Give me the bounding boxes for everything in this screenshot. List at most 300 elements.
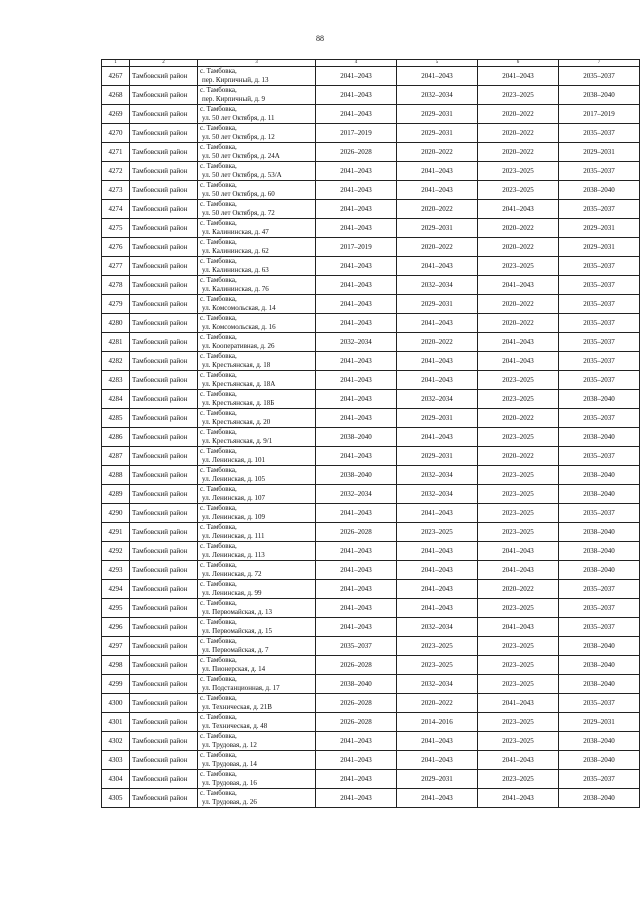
period-col4-cell: 2026–2028 bbox=[316, 143, 397, 162]
period-col4-cell: 2041–2043 bbox=[316, 390, 397, 409]
address-line-street: ул. Трудовая, д. 26 bbox=[202, 798, 257, 806]
period-col4-cell: 2038–2040 bbox=[316, 428, 397, 447]
period-col6-cell: 2020–2022 bbox=[478, 124, 559, 143]
district-cell: Тамбовский район bbox=[130, 485, 198, 504]
address-cell bbox=[198, 466, 316, 485]
table-body bbox=[102, 67, 640, 808]
district-cell: Тамбовский район bbox=[130, 409, 198, 428]
district-cell: Тамбовский район bbox=[130, 86, 198, 105]
table-row bbox=[102, 105, 640, 124]
table-row bbox=[102, 466, 640, 485]
period-col7-cell: 2035–2037 bbox=[559, 580, 640, 599]
table-row bbox=[102, 371, 640, 390]
period-col6-cell: 2023–2025 bbox=[478, 86, 559, 105]
period-col7-cell: 2038–2040 bbox=[559, 523, 640, 542]
address-line-street: ул. Кооперативная, д. 26 bbox=[202, 342, 275, 350]
table-row bbox=[102, 447, 640, 466]
period-col5-cell: 2023–2025 bbox=[397, 656, 478, 675]
address-line-settlement: с. Тамбовка, bbox=[200, 656, 237, 664]
address-cell bbox=[198, 732, 316, 751]
row-number: 4283 bbox=[102, 371, 130, 390]
row-number: 4294 bbox=[102, 580, 130, 599]
period-col5-cell: 2041–2043 bbox=[397, 314, 478, 333]
district-cell: Тамбовский район bbox=[130, 770, 198, 789]
address-line-settlement: с. Тамбовка, bbox=[200, 86, 237, 94]
period-col6-cell: 2041–2043 bbox=[478, 789, 559, 808]
address-line-street: ул. Ленинская, д. 105 bbox=[202, 475, 266, 483]
period-col7-cell: 2035–2037 bbox=[559, 295, 640, 314]
period-col7-cell: 2038–2040 bbox=[559, 390, 640, 409]
row-number: 4293 bbox=[102, 561, 130, 580]
address-line-street: ул. Техническая, д. 21В bbox=[202, 703, 272, 711]
district-cell: Тамбовский район bbox=[130, 371, 198, 390]
district-cell: Тамбовский район bbox=[130, 143, 198, 162]
address-line-street: ул. Ленинская, д. 111 bbox=[202, 532, 265, 540]
address-line-settlement: с. Тамбовка, bbox=[200, 181, 237, 189]
address-line-settlement: с. Тамбовка, bbox=[200, 466, 237, 474]
address-line-settlement: с. Тамбовка, bbox=[200, 713, 237, 721]
address-line-settlement: с. Тамбовка, bbox=[200, 428, 237, 436]
period-col4-cell: 2041–2043 bbox=[316, 447, 397, 466]
period-col5-cell: 2041–2043 bbox=[397, 599, 478, 618]
address-line-settlement: с. Тамбовка, bbox=[200, 143, 237, 151]
district-cell: Тамбовский район bbox=[130, 789, 198, 808]
table-row bbox=[102, 124, 640, 143]
period-col7-cell: 2035–2037 bbox=[559, 352, 640, 371]
address-cell bbox=[198, 295, 316, 314]
address-line-street: ул. Первомайская, д. 13 bbox=[202, 608, 272, 616]
period-col7-cell: 2035–2037 bbox=[559, 371, 640, 390]
address-line-settlement: с. Тамбовка, bbox=[200, 580, 237, 588]
period-col5-cell: 2041–2043 bbox=[397, 732, 478, 751]
address-cell bbox=[198, 447, 316, 466]
address-cell bbox=[198, 428, 316, 447]
period-col5-cell: 2041–2043 bbox=[397, 371, 478, 390]
address-line-street: ул. Калининская, д. 47 bbox=[202, 228, 269, 236]
address-line-street: ул. Ленинская, д. 99 bbox=[202, 589, 262, 597]
period-col4-cell: 2041–2043 bbox=[316, 105, 397, 124]
period-col4-cell: 2026–2028 bbox=[316, 694, 397, 713]
address-cell bbox=[198, 219, 316, 238]
period-col6-cell: 2041–2043 bbox=[478, 276, 559, 295]
period-col5-cell: 2029–2031 bbox=[397, 219, 478, 238]
address-line-settlement: с. Тамбовка, bbox=[200, 561, 237, 569]
address-cell bbox=[198, 162, 316, 181]
table-row bbox=[102, 333, 640, 352]
district-cell: Тамбовский район bbox=[130, 447, 198, 466]
address-line-settlement: с. Тамбовка, bbox=[200, 200, 237, 208]
period-col6-cell: 2020–2022 bbox=[478, 238, 559, 257]
row-number: 4267 bbox=[102, 67, 130, 86]
period-col6-cell: 2020–2022 bbox=[478, 143, 559, 162]
period-col6-cell: 2041–2043 bbox=[478, 561, 559, 580]
table-row bbox=[102, 732, 640, 751]
district-cell: Тамбовский район bbox=[130, 181, 198, 200]
period-col7-cell: 2029–2031 bbox=[559, 219, 640, 238]
address-line-street: ул. Крестьянская, д. 18 bbox=[202, 361, 271, 369]
address-line-street: ул. 50 лет Октября, д. 11 bbox=[202, 114, 275, 122]
address-line-street: ул. 50 лет Октября, д. 72 bbox=[202, 209, 275, 217]
period-col4-cell: 2026–2028 bbox=[316, 656, 397, 675]
table-row bbox=[102, 542, 640, 561]
address-cell bbox=[198, 390, 316, 409]
period-col5-cell: 2032–2034 bbox=[397, 618, 478, 637]
address-line-street: ул. Калининская, д. 63 bbox=[202, 266, 269, 274]
table-row bbox=[102, 314, 640, 333]
period-col5-cell: 2020–2022 bbox=[397, 143, 478, 162]
period-col4-cell: 2026–2028 bbox=[316, 713, 397, 732]
period-col4-cell: 2041–2043 bbox=[316, 751, 397, 770]
address-cell bbox=[198, 542, 316, 561]
period-col7-cell: 2035–2037 bbox=[559, 314, 640, 333]
row-number: 4292 bbox=[102, 542, 130, 561]
row-number: 4272 bbox=[102, 162, 130, 181]
address-line-settlement: с. Тамбовка, bbox=[200, 238, 237, 246]
address-cell bbox=[198, 485, 316, 504]
address-line-street: ул. Крестьянская, д. 18А bbox=[202, 380, 276, 388]
district-cell: Тамбовский район bbox=[130, 219, 198, 238]
address-cell bbox=[198, 580, 316, 599]
column-number: 3 bbox=[198, 60, 316, 67]
address-line-settlement: с. Тамбовка, bbox=[200, 675, 237, 683]
address-line-street: ул. Комсомольская, д. 16 bbox=[202, 323, 276, 331]
address-line-settlement: с. Тамбовка, bbox=[200, 694, 237, 702]
period-col5-cell: 2020–2022 bbox=[397, 238, 478, 257]
row-number: 4281 bbox=[102, 333, 130, 352]
row-number: 4278 bbox=[102, 276, 130, 295]
period-col5-cell: 2041–2043 bbox=[397, 257, 478, 276]
period-col4-cell: 2041–2043 bbox=[316, 409, 397, 428]
district-cell: Тамбовский район bbox=[130, 352, 198, 371]
row-number: 4273 bbox=[102, 181, 130, 200]
district-cell: Тамбовский район bbox=[130, 618, 198, 637]
period-col4-cell: 2032–2034 bbox=[316, 333, 397, 352]
period-col5-cell: 2041–2043 bbox=[397, 428, 478, 447]
district-cell: Тамбовский район bbox=[130, 466, 198, 485]
period-col4-cell: 2041–2043 bbox=[316, 504, 397, 523]
period-col5-cell: 2041–2043 bbox=[397, 580, 478, 599]
period-col6-cell: 2041–2043 bbox=[478, 618, 559, 637]
row-number: 4269 bbox=[102, 105, 130, 124]
row-number: 4287 bbox=[102, 447, 130, 466]
period-col4-cell: 2041–2043 bbox=[316, 789, 397, 808]
district-cell: Тамбовский район bbox=[130, 428, 198, 447]
row-number: 4290 bbox=[102, 504, 130, 523]
row-number: 4284 bbox=[102, 390, 130, 409]
district-cell: Тамбовский район bbox=[130, 238, 198, 257]
address-line-settlement: с. Тамбовка, bbox=[200, 219, 237, 227]
district-cell: Тамбовский район bbox=[130, 675, 198, 694]
table-row bbox=[102, 789, 640, 808]
period-col6-cell: 2041–2043 bbox=[478, 67, 559, 86]
district-cell: Тамбовский район bbox=[130, 390, 198, 409]
period-col5-cell: 2041–2043 bbox=[397, 542, 478, 561]
address-line-settlement: с. Тамбовка, bbox=[200, 789, 237, 797]
period-col6-cell: 2023–2025 bbox=[478, 637, 559, 656]
table-row bbox=[102, 200, 640, 219]
table-row bbox=[102, 618, 640, 637]
address-line-street: пер. Кирпичный, д. 9 bbox=[202, 95, 266, 103]
address-line-street: ул. Первомайская, д. 7 bbox=[202, 646, 269, 654]
period-col5-cell: 2029–2031 bbox=[397, 105, 478, 124]
column-number: 4 bbox=[316, 60, 397, 67]
period-col5-cell: 2029–2031 bbox=[397, 295, 478, 314]
address-line-settlement: с. Тамбовка, bbox=[200, 504, 237, 512]
address-line-street: ул. Калининская, д. 62 bbox=[202, 247, 269, 255]
address-line-street: ул. Трудовая, д. 16 bbox=[202, 779, 257, 787]
table-row bbox=[102, 523, 640, 542]
column-number-row bbox=[102, 60, 640, 67]
row-number: 4300 bbox=[102, 694, 130, 713]
row-number: 4277 bbox=[102, 257, 130, 276]
table-row bbox=[102, 162, 640, 181]
period-col5-cell: 2020–2022 bbox=[397, 200, 478, 219]
period-col6-cell: 2023–2025 bbox=[478, 523, 559, 542]
address-cell bbox=[198, 352, 316, 371]
period-col5-cell: 2023–2025 bbox=[397, 637, 478, 656]
period-col7-cell: 2035–2037 bbox=[559, 447, 640, 466]
period-col7-cell: 2038–2040 bbox=[559, 181, 640, 200]
address-line-settlement: с. Тамбовка, bbox=[200, 732, 237, 740]
period-col4-cell: 2041–2043 bbox=[316, 314, 397, 333]
period-col4-cell: 2041–2043 bbox=[316, 295, 397, 314]
period-col6-cell: 2041–2043 bbox=[478, 751, 559, 770]
table-row bbox=[102, 276, 640, 295]
schedule-table bbox=[101, 59, 640, 808]
period-col6-cell: 2020–2022 bbox=[478, 295, 559, 314]
row-number: 4295 bbox=[102, 599, 130, 618]
address-line-settlement: с. Тамбовка, bbox=[200, 105, 237, 113]
period-col5-cell: 2023–2025 bbox=[397, 523, 478, 542]
period-col7-cell: 2035–2037 bbox=[559, 618, 640, 637]
address-line-street: ул. Комсомольская, д. 14 bbox=[202, 304, 276, 312]
address-cell bbox=[198, 371, 316, 390]
period-col4-cell: 2032–2034 bbox=[316, 485, 397, 504]
address-line-street: ул. Ленинская, д. 109 bbox=[202, 513, 266, 521]
address-cell bbox=[198, 770, 316, 789]
district-cell: Тамбовский район bbox=[130, 599, 198, 618]
district-cell: Тамбовский район bbox=[130, 580, 198, 599]
address-line-street: ул. Техническая, д. 48 bbox=[202, 722, 268, 730]
address-cell bbox=[198, 257, 316, 276]
district-cell: Тамбовский район bbox=[130, 713, 198, 732]
district-cell: Тамбовский район bbox=[130, 694, 198, 713]
period-col7-cell: 2038–2040 bbox=[559, 485, 640, 504]
row-number: 4282 bbox=[102, 352, 130, 371]
row-number: 4279 bbox=[102, 295, 130, 314]
district-cell: Тамбовский район bbox=[130, 523, 198, 542]
period-col6-cell: 2023–2025 bbox=[478, 732, 559, 751]
row-number: 4299 bbox=[102, 675, 130, 694]
address-line-settlement: с. Тамбовка, bbox=[200, 599, 237, 607]
row-number: 4275 bbox=[102, 219, 130, 238]
district-cell: Тамбовский район bbox=[130, 561, 198, 580]
period-col6-cell: 2020–2022 bbox=[478, 580, 559, 599]
period-col4-cell: 2041–2043 bbox=[316, 371, 397, 390]
row-number: 4268 bbox=[102, 86, 130, 105]
district-cell: Тамбовский район bbox=[130, 504, 198, 523]
period-col7-cell: 2035–2037 bbox=[559, 124, 640, 143]
period-col7-cell: 2035–2037 bbox=[559, 67, 640, 86]
period-col4-cell: 2041–2043 bbox=[316, 542, 397, 561]
address-line-settlement: с. Тамбовка, bbox=[200, 67, 237, 75]
table-row bbox=[102, 637, 640, 656]
period-col7-cell: 2035–2037 bbox=[559, 333, 640, 352]
district-cell: Тамбовский район bbox=[130, 124, 198, 143]
period-col6-cell: 2023–2025 bbox=[478, 713, 559, 732]
period-col7-cell: 2035–2037 bbox=[559, 694, 640, 713]
column-number: 6 bbox=[478, 60, 559, 67]
period-col4-cell: 2041–2043 bbox=[316, 352, 397, 371]
district-cell: Тамбовский район bbox=[130, 314, 198, 333]
district-cell: Тамбовский район bbox=[130, 637, 198, 656]
period-col5-cell: 2032–2034 bbox=[397, 390, 478, 409]
table-row bbox=[102, 181, 640, 200]
page-number: 88 bbox=[316, 34, 324, 43]
address-cell bbox=[198, 67, 316, 86]
address-line-street: ул. Трудовая, д. 14 bbox=[202, 760, 257, 768]
period-col7-cell: 2035–2037 bbox=[559, 257, 640, 276]
table-row bbox=[102, 675, 640, 694]
table-row bbox=[102, 599, 640, 618]
row-number: 4270 bbox=[102, 124, 130, 143]
period-col7-cell: 2038–2040 bbox=[559, 675, 640, 694]
row-number: 4303 bbox=[102, 751, 130, 770]
period-col4-cell: 2038–2040 bbox=[316, 675, 397, 694]
period-col6-cell: 2023–2025 bbox=[478, 599, 559, 618]
period-col4-cell: 2041–2043 bbox=[316, 580, 397, 599]
address-cell bbox=[198, 523, 316, 542]
table-row bbox=[102, 770, 640, 789]
address-cell bbox=[198, 105, 316, 124]
period-col6-cell: 2020–2022 bbox=[478, 105, 559, 124]
period-col7-cell: 2029–2031 bbox=[559, 238, 640, 257]
district-cell: Тамбовский район bbox=[130, 257, 198, 276]
row-number: 4280 bbox=[102, 314, 130, 333]
period-col7-cell: 2029–2031 bbox=[559, 713, 640, 732]
period-col6-cell: 2023–2025 bbox=[478, 485, 559, 504]
period-col7-cell: 2038–2040 bbox=[559, 542, 640, 561]
row-number: 4286 bbox=[102, 428, 130, 447]
address-line-settlement: с. Тамбовка, bbox=[200, 295, 237, 303]
address-line-street: ул. 50 лет Октября, д. 24А bbox=[202, 152, 280, 160]
period-col6-cell: 2023–2025 bbox=[478, 371, 559, 390]
period-col6-cell: 2020–2022 bbox=[478, 409, 559, 428]
period-col6-cell: 2023–2025 bbox=[478, 181, 559, 200]
district-cell: Тамбовский район bbox=[130, 732, 198, 751]
table-row bbox=[102, 580, 640, 599]
address-cell bbox=[198, 200, 316, 219]
address-line-street: ул. Первомайская, д. 15 bbox=[202, 627, 272, 635]
column-number: 1 bbox=[102, 60, 130, 67]
address-line-settlement: с. Тамбовка, bbox=[200, 447, 237, 455]
address-line-street: ул. Крестьянская, д. 18Б bbox=[202, 399, 275, 407]
address-line-settlement: с. Тамбовка, bbox=[200, 409, 237, 417]
period-col5-cell: 2029–2031 bbox=[397, 124, 478, 143]
period-col4-cell: 2041–2043 bbox=[316, 162, 397, 181]
period-col6-cell: 2041–2043 bbox=[478, 200, 559, 219]
table-row bbox=[102, 428, 640, 447]
table-row bbox=[102, 295, 640, 314]
period-col4-cell: 2035–2037 bbox=[316, 637, 397, 656]
row-number: 4302 bbox=[102, 732, 130, 751]
column-number: 7 bbox=[559, 60, 640, 67]
district-cell: Тамбовский район bbox=[130, 67, 198, 86]
period-col7-cell: 2038–2040 bbox=[559, 428, 640, 447]
table-row bbox=[102, 409, 640, 428]
period-col5-cell: 2032–2034 bbox=[397, 86, 478, 105]
period-col6-cell: 2041–2043 bbox=[478, 694, 559, 713]
period-col6-cell: 2023–2025 bbox=[478, 656, 559, 675]
address-cell bbox=[198, 694, 316, 713]
period-col4-cell: 2041–2043 bbox=[316, 770, 397, 789]
period-col5-cell: 2020–2022 bbox=[397, 333, 478, 352]
row-number: 4305 bbox=[102, 789, 130, 808]
address-line-settlement: с. Тамбовка, bbox=[200, 390, 237, 398]
period-col5-cell: 2020–2022 bbox=[397, 694, 478, 713]
period-col5-cell: 2041–2043 bbox=[397, 789, 478, 808]
period-col7-cell: 2029–2031 bbox=[559, 143, 640, 162]
address-cell bbox=[198, 675, 316, 694]
period-col4-cell: 2038–2040 bbox=[316, 466, 397, 485]
address-cell bbox=[198, 143, 316, 162]
table-row bbox=[102, 143, 640, 162]
period-col5-cell: 2032–2034 bbox=[397, 466, 478, 485]
period-col6-cell: 2041–2043 bbox=[478, 333, 559, 352]
address-cell bbox=[198, 599, 316, 618]
table-row bbox=[102, 238, 640, 257]
period-col4-cell: 2041–2043 bbox=[316, 67, 397, 86]
period-col6-cell: 2023–2025 bbox=[478, 390, 559, 409]
period-col5-cell: 2041–2043 bbox=[397, 751, 478, 770]
period-col5-cell: 2032–2034 bbox=[397, 485, 478, 504]
district-cell: Тамбовский район bbox=[130, 200, 198, 219]
address-line-settlement: с. Тамбовка, bbox=[200, 352, 237, 360]
period-col6-cell: 2041–2043 bbox=[478, 352, 559, 371]
address-cell bbox=[198, 713, 316, 732]
address-line-settlement: с. Тамбовка, bbox=[200, 770, 237, 778]
period-col4-cell: 2041–2043 bbox=[316, 732, 397, 751]
period-col7-cell: 2035–2037 bbox=[559, 200, 640, 219]
district-cell: Тамбовский район bbox=[130, 105, 198, 124]
address-line-settlement: с. Тамбовка, bbox=[200, 618, 237, 626]
period-col7-cell: 2035–2037 bbox=[559, 276, 640, 295]
district-cell: Тамбовский район bbox=[130, 295, 198, 314]
address-line-settlement: с. Тамбовка, bbox=[200, 257, 237, 265]
address-cell bbox=[198, 276, 316, 295]
period-col6-cell: 2020–2022 bbox=[478, 219, 559, 238]
period-col5-cell: 2041–2043 bbox=[397, 561, 478, 580]
table-row bbox=[102, 86, 640, 105]
address-line-settlement: с. Тамбовка, bbox=[200, 276, 237, 284]
row-number: 4285 bbox=[102, 409, 130, 428]
address-line-street: ул. Ленинская, д. 107 bbox=[202, 494, 266, 502]
column-number: 5 bbox=[397, 60, 478, 67]
address-cell bbox=[198, 333, 316, 352]
address-line-street: ул. Калининская, д. 76 bbox=[202, 285, 269, 293]
period-col5-cell: 2041–2043 bbox=[397, 504, 478, 523]
address-line-settlement: с. Тамбовка, bbox=[200, 333, 237, 341]
address-line-settlement: с. Тамбовка, bbox=[200, 637, 237, 645]
address-line-street: ул. Ленинская, д. 72 bbox=[202, 570, 262, 578]
district-cell: Тамбовский район bbox=[130, 542, 198, 561]
period-col4-cell: 2017–2019 bbox=[316, 238, 397, 257]
period-col7-cell: 2035–2037 bbox=[559, 409, 640, 428]
period-col6-cell: 2023–2025 bbox=[478, 504, 559, 523]
address-line-street: ул. Подстанционная, д. 17 bbox=[202, 684, 280, 692]
district-cell: Тамбовский район bbox=[130, 333, 198, 352]
period-col4-cell: 2041–2043 bbox=[316, 86, 397, 105]
